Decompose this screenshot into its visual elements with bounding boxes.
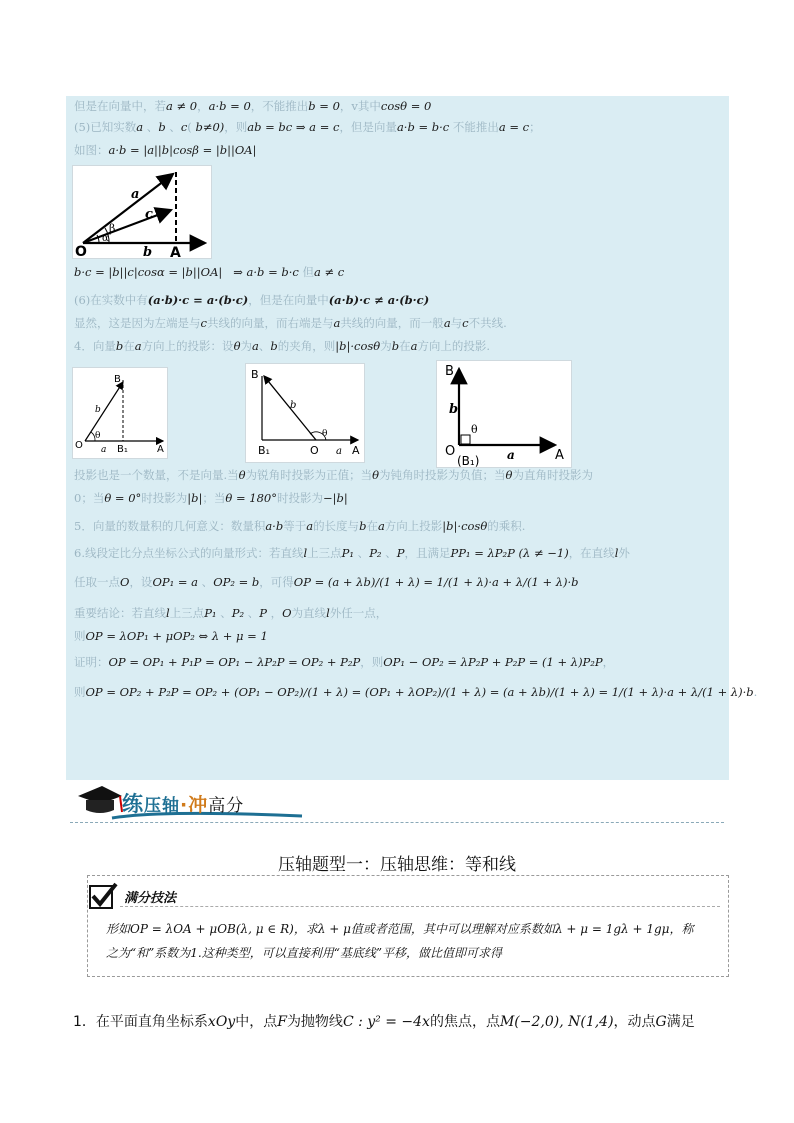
panel-line-3: 如图：a·b = |a||b|cosβ = |b||OA| xyxy=(74,143,257,157)
panel-line-15: 证明：OP = OP₁ + P₁P = OP₁ − λP₂P = OP₂ + P₂P，则OP₁ − OP₂ = λP₂P + P₂P = (1 + λ)P₂P， xyxy=(74,655,615,669)
tip-heading: 满分技法 xyxy=(124,891,177,906)
banner-title: 练压轴·冲高分 xyxy=(122,792,245,816)
panel-line-6: 显然，这是因为左端是与c共线的向量，而右端是与a共线的向量，而一般a与c不共线. xyxy=(74,316,507,330)
fig1-label-o: O xyxy=(75,244,87,259)
tip-line-2: 之为“和”系数为1.这种类型，可以直接利用“基底线”平移，做比值即可求得 xyxy=(106,946,502,960)
fig3-label-b: b xyxy=(290,400,297,411)
fig4-label-a-point: A xyxy=(555,448,564,463)
section-title: 压轴题型一：压轴思维：等和线 xyxy=(278,855,516,875)
tip-line-1: 形如OP = λOA + μOB(λ, μ ∈ R)，求λ + μ值或者范围，其中可以理解对应系数如λ + μ = 1gλ + 1gμ，称 xyxy=(106,922,694,936)
panel-line-5: (6)在实数中有(a·b)·c = a·(b·c)，但是在向量中(a·b)·c ≠ a·(b·c) xyxy=(74,293,430,307)
section-divider xyxy=(70,822,724,823)
fig2-label-b-point: B xyxy=(114,374,121,385)
panel-line-9: 0；当θ = 0°时投影为|b|；当θ = 180°时投影为−|b| xyxy=(74,491,348,505)
panel-line-12: 任取一点O，设OP₁ = a 、OP₂ = b，可得OP = (a + λb)/(1 + λ) = 1/(1 + λ)·a + λ/(1 + λ)·b xyxy=(74,575,579,589)
fig2-label-a-point: A xyxy=(157,444,164,455)
fig1-label-b: b xyxy=(143,245,153,259)
fig3-label-b1: B₁ xyxy=(258,444,270,457)
fig4-label-theta: θ xyxy=(471,423,478,436)
fig2-label-b: b xyxy=(95,405,101,415)
fig3-label-a: a xyxy=(336,446,342,457)
tip-rule xyxy=(120,906,720,907)
fig4-label-b1: (B₁) xyxy=(457,454,480,468)
fig3-label-b-point: B xyxy=(251,368,259,381)
panel-line-2: (5)已知实数a 、b 、c( b≠0)，则ab = bc ⇒ a = c，但是向量a·b = b·c 不能推出a = c； xyxy=(74,120,541,134)
figure-projection-acute xyxy=(72,367,168,459)
fig1-label-c: c xyxy=(145,207,153,222)
fig2-label-o: O xyxy=(75,440,83,451)
fig2-label-a: a xyxy=(101,445,107,455)
fig1-label-alpha: α xyxy=(102,233,109,244)
question-1: 1．在平面直角坐标系xOy中，点F为抛物线C : y² = −4x的焦点，点M(−2,0), N(1,4)，动点G满足 xyxy=(73,1014,695,1030)
fig3-label-theta: θ xyxy=(322,429,328,439)
figure-projection-right xyxy=(436,360,572,468)
panel-line-13: 重要结论：若直线l上三点P₁ 、P₂ 、P ，O为直线l外任一点， xyxy=(74,606,388,620)
fig2-label-theta: θ xyxy=(95,431,101,441)
fig4-label-a: a xyxy=(507,448,515,462)
fig4-label-o: O xyxy=(445,444,456,459)
panel-line-16: 则OP = OP₂ + P₂P = OP₂ + (OP₁ − OP₂)/(1 + λ) = (OP₁ + λOP₂)/(1 + λ) = (a + λb)/(1 + λ) = 1/(1 + λ)·a + λ/(1 + λ)·b. xyxy=(74,685,758,699)
fig4-label-b: b xyxy=(449,402,459,417)
panel-line-8: 投影也是一个数量，不是向量.当θ为锐角时投影为正值；当θ为钝角时投影为负值；当θ为直角时投影为 xyxy=(74,468,593,482)
fig1-label-a: a xyxy=(131,187,140,202)
fig3-label-o: O xyxy=(310,444,319,457)
panel-line-10: 5．向量的数量积的几何意义：数量积a·b等于a的长度与b在a方向上投影|b|·cosθ的乘积. xyxy=(74,519,526,533)
fig1-label-beta: β xyxy=(109,222,116,235)
fig3-label-a-point: A xyxy=(352,444,360,457)
fig1-label-a-point: A xyxy=(170,245,181,259)
figure-dot-product xyxy=(72,165,212,259)
panel-line-14: 则OP = λOP₁ + μOP₂ ⇔ λ + μ = 1 xyxy=(74,629,268,643)
figure-projection-obtuse xyxy=(245,363,365,463)
panel-line-1: 但是在向量中，若a ≠ 0，a·b = 0，不能推出b = 0，v其中cosθ = 0 xyxy=(74,99,432,113)
panel-line-4: b·c = |b||c|cosα = |b||OA| ⇒ a·b = b·c 但a ≠ c xyxy=(74,265,345,279)
fig4-label-b-point: B xyxy=(445,364,454,379)
panel-line-11: 6.线段定比分点坐标公式的向量形式：若直线l上三点P₁ 、P₂ 、P，且满足PP₁ = λP₂P (λ ≠ −1)，在直线l外 xyxy=(74,546,630,560)
fig2-label-b1: B₁ xyxy=(117,444,128,455)
panel-line-7: 4．向量b在a方向上的投影：设θ为a、b的夹角，则|b|·cosθ为b在a方向上的投影. xyxy=(74,339,491,353)
